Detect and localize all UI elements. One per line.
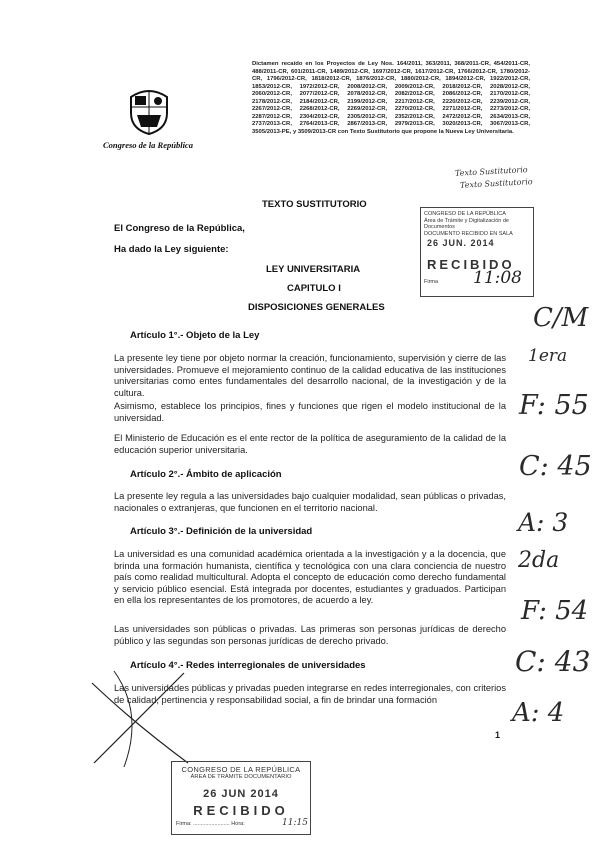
handwritten-x-mark-icon — [84, 663, 194, 773]
stamp-date: 26 JUN. 2014 — [427, 238, 495, 248]
margin-note: A: 3 — [518, 508, 569, 537]
margin-note: C: 45 — [519, 451, 592, 482]
preamble-line: Ha dado la Ley siguiente: — [114, 244, 229, 255]
chapter-title: CAPITULO I — [287, 283, 341, 294]
article-3-heading: Artículo 3°.- Definición de la universidad — [130, 526, 313, 537]
congress-name: Congreso de la República — [103, 140, 193, 150]
stamp-recibido: RECIBIDO — [427, 257, 515, 272]
article-3-paragraph: Las universidades son públicas o privadas. Las primeras son personas jurídicas de derecho público y las segundas son personas jurídicas de derecho privado. — [114, 624, 506, 646]
stamp-firma: Firma: ........................ Hora: — [176, 821, 245, 827]
article-1-paragraph: La presente ley tiene por objeto normar la creación, funcionamiento, supervisión y cierre de las universidades. Promueve el mejoramiento continuo de la calidad educativa de las instituciones universitarias como entes fundamentales del desarrollo nacional, de la investigación y de la cultura. — [114, 353, 506, 398]
article-2-paragraph: La presente ley regula a las universidades bajo cualquier modalidad, sean públicas o privadas, nacionales o extranjeras, que funcionen en el territorio nacional. — [114, 491, 506, 513]
margin-note: C/M — [533, 303, 589, 333]
stamp-subheader: ÁREA DE TRÁMITE DOCUMENTARIO — [190, 774, 292, 780]
stamp-recibido: RECIBIDO — [193, 803, 289, 818]
preamble-line: El Congreso de la República, — [114, 223, 245, 234]
margin-note: 1era — [528, 346, 568, 366]
section-title: DISPOSICIONES GENERALES — [248, 302, 385, 313]
stamp-header: CONGRESO DE LA REPÚBLICA — [181, 765, 301, 774]
stamp-header: CONGRESO DE LA REPÚBLICA Área de Trámite y Digitalización de Documentos DOCUMENTO RECIBIDO EN SALA — [424, 211, 513, 237]
received-stamp — [420, 207, 534, 297]
margin-note: A: 4 — [512, 698, 565, 728]
article-4-heading: Artículo 4°.- Redes interregionales de universidades — [130, 660, 366, 671]
article-2-heading: Artículo 2°.- Ámbito de aplicación — [130, 469, 282, 480]
dictamen-reference: Dictamen recaído en los Proyectos de Ley Nos. 164/2011, 363/2011, 368/2011-CR, 454/2011-CR, 488/2011-CR, 601/2011-CR, 1489/2012-CR, 1697/2012-CR, 1617/2012-CR, 1766/2012-CR, 1780/2012-CR, 1796/2012-CR, 1818/2012-CR, 1876/2012-CR, 1880/2012-CR, 1894/2012-CR, 1922/2012-CR, 1853/2012-CR, 1972/2012-CR, 2008/2012-CR, 2009/2012-CR, 2018/2012-CR, 2028/2012-CR, 2060/2012-CR, 2077/2012-CR, 2078/2012-CR, 2082/2012-CR, 2086/2012-CR, 2170/2012-CR, 2178/2012-CR, 2184/2012-CR, 2199/2012-CR, 2217/2012-CR, 2220/2012-CR, 2239/2012-CR, 2267/2012-CR, 2268/2012-CR, 2269/2012-CR, 2270/2012-CR, 2271/2012-CR, 2273/2012-CR, 2287/2012-CR, 2304/2012-CR, 2305/2012-CR, 2352/2012-CR, 2472/2012-CR, 2634/2013-CR, 2737/2013-CR, 2764/2013-CR, 2867/2013-CR, 2979/2013-CR, 3020/2013-CR, 3067/2013-CR, 3505/2013-PE, y 3509/2013-CR con Texto Sustitutorio que propone la Nueva Ley Universitaria. — [252, 61, 530, 135]
stamp-date: 26 JUN 2014 — [203, 788, 279, 800]
stamp-hora: 11:08 — [473, 268, 522, 288]
stamp-firma: Firma — [424, 279, 439, 285]
margin-note: F: 55 — [519, 390, 589, 421]
margin-note: F: 54 — [521, 596, 589, 626]
stamp-hora: 11:15 — [282, 818, 308, 828]
article-1-paragraph: El Ministerio de Educación es el ente rector de la política de aseguramiento de la calidad de la educación superior universitaria. — [114, 433, 506, 455]
article-3-paragraph: La universidad es una comunidad académica orientada a la investigación y a la docencia, que brinda una formación humanista, científica y tecnológica con una clara conciencia de nuestro país como realidad multicultural. Adopta el concepto de educación como derecho fundamental y servicio público esencial. Está integrada por docentes, estudiantes y graduados. Participan en ella los representantes de los promotores, de acuerdo a ley. — [114, 549, 506, 606]
handwritten-note: Texto Sustitutorio — [459, 177, 533, 190]
margin-note: 2da — [518, 548, 560, 573]
article-1-paragraph: Asimismo, establece los principios, fines y funciones que rigen el modelo institucional de la universidad. — [114, 401, 506, 423]
handwritten-note: Texto Sustitutorio — [454, 165, 528, 178]
margin-note: C: 43 — [515, 645, 591, 678]
law-title: LEY UNIVERSITARIA — [266, 264, 361, 275]
article-1-heading: Artículo 1°.- Objeto de la Ley — [130, 330, 260, 341]
congress-crest-icon — [127, 87, 171, 135]
page-number: 1 — [495, 730, 501, 740]
received-stamp-bottom — [171, 761, 311, 835]
article-4-paragraph: Las universidades públicas y privadas pueden integrarse en redes interregionales, con criterios de calidad, pertinencia y responsabilidad social, a fin de brindar una formación — [114, 683, 506, 705]
texto-sustitutorio-title: TEXTO SUSTITUTORIO — [262, 199, 367, 210]
